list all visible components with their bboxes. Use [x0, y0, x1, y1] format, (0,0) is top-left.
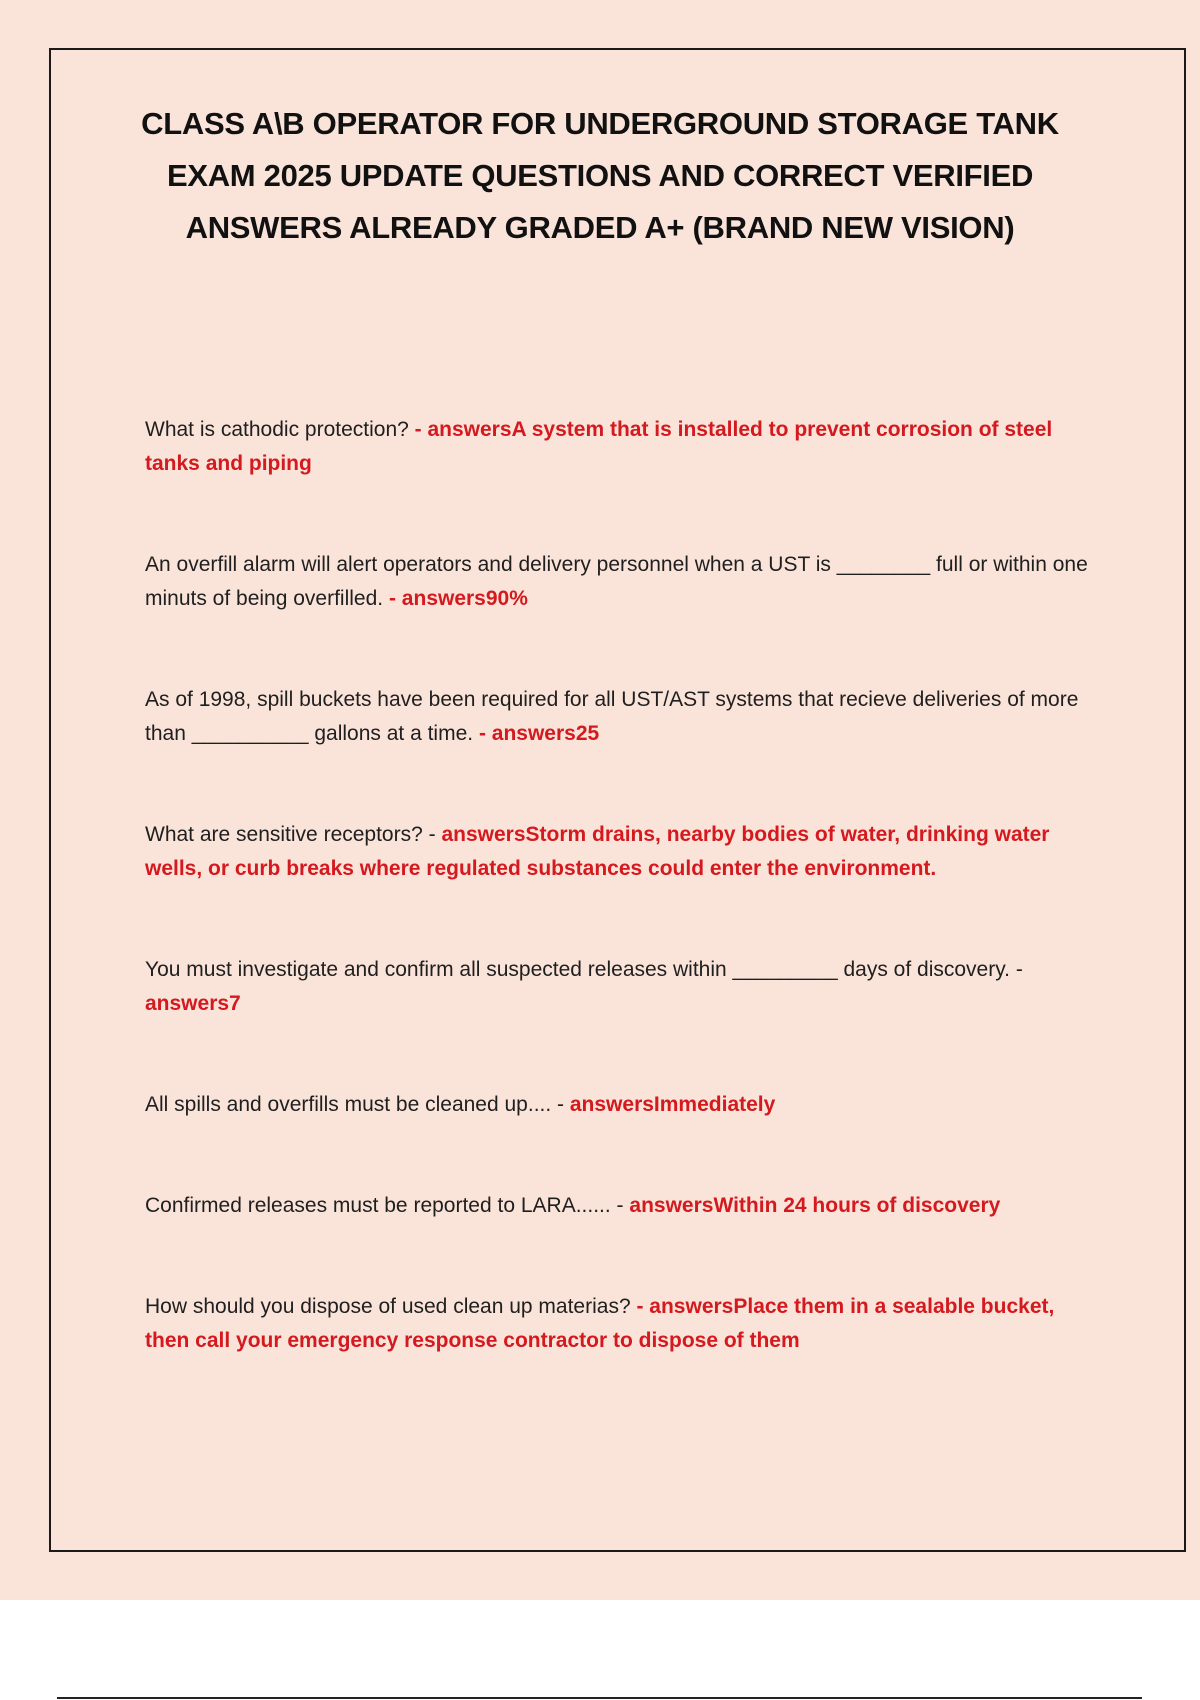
answer-text: answersImmediately	[569, 1093, 776, 1116]
question-text: As of 1998, spill buckets have been required for all UST/AST systems that recieve deliveries of more than __________ gallons at a time.	[145, 688, 1079, 745]
answer-text: - answers25	[478, 722, 600, 745]
qa-item-spill-buckets	[145, 683, 1090, 751]
title-line-2: EXAM 2025 UPDATE QUESTIONS AND CORRECT VERIFIED	[166, 158, 1034, 193]
question-text: How should you dispose of used clean up materias?	[145, 1295, 631, 1318]
question-text: What is cathodic protection?	[145, 418, 409, 441]
qa-item-dispose-materials	[145, 1290, 1090, 1358]
footer-divider-line	[57, 1697, 1142, 1699]
title-line-1: CLASS A\B OPERATOR FOR UNDERGROUND STORAGE TANK	[141, 106, 1059, 141]
question-text: What are sensitive receptors? -	[145, 823, 436, 846]
qa-item-sensitive-receptors	[145, 818, 1090, 886]
qa-item-confirmed-releases	[145, 1189, 1090, 1223]
title-line-3: ANSWERS ALREADY GRADED A+ (BRAND NEW VISION)	[185, 210, 1015, 245]
answer-text: - answers90%	[388, 587, 528, 610]
qa-item-cathodic-protection	[145, 413, 1090, 481]
answer-text: answers7	[145, 992, 241, 1015]
question-text: You must investigate and confirm all suspected releases within _________ days of discovery. -	[145, 958, 1023, 981]
qa-item-spills-cleanup	[145, 1088, 1090, 1122]
qa-item-suspected-releases	[145, 953, 1090, 1021]
question-text: All spills and overfills must be cleaned up.... -	[145, 1093, 565, 1116]
answer-text: answersStorm drains, nearby bodies of water, drinking water wells, or curb breaks where regulated substances could enter the environment.	[145, 823, 1050, 880]
qa-item-overfill-alarm	[145, 548, 1090, 616]
answer-text: - answersPlace them in a sealable bucket, then call your emergency response contractor to dispose of them	[145, 1295, 1055, 1352]
document-title	[0, 98, 1200, 254]
answer-text: - answersA system that is installed to prevent corrosion of steel tanks and piping	[145, 418, 1053, 475]
question-text: Confirmed releases must be reported to LARA...... -	[145, 1194, 624, 1217]
answer-text: answersWithin 24 hours of discovery	[629, 1194, 1001, 1217]
question-text: An overfill alarm will alert operators and delivery personnel when a UST is ________ full or within one minuts of being overfilled.	[145, 553, 1088, 610]
